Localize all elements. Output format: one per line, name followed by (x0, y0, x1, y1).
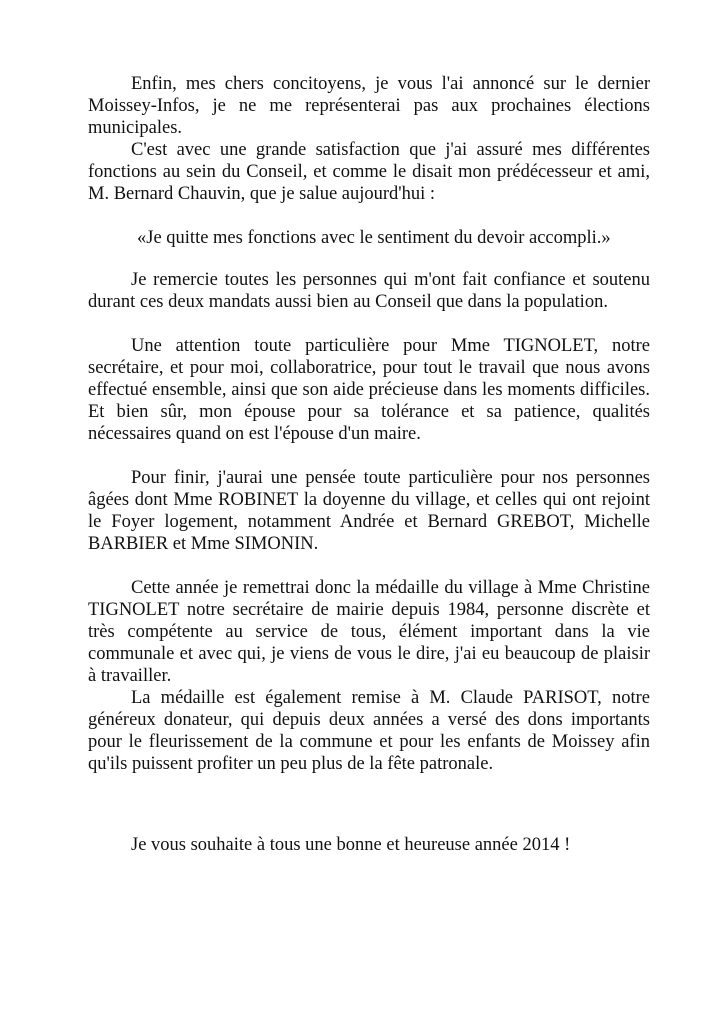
closing-wishes: Je vous souhaite à tous une bonne et heureuse année 2014 ! (131, 835, 571, 855)
paragraph-elders: Pour finir, j'aurai une pensée toute particulière pour nos personnes âgées dont Mme ROBINET la doyenne du village, et celles qui ont rejoint le Foyer logement, notamment Andrée et Bernard GREBOT, Michelle BARBIER et Mme SIMONIN. (88, 468, 650, 554)
paragraph-announcement: Enfin, mes chers concitoyens, je vous l'ai annoncé sur le dernier Moissey-Infos, je ne me représenterai pas aux prochaines élections municipales. (88, 74, 650, 138)
paragraph-thanks: Je remercie toutes les personnes qui m'ont fait confiance et soutenu durant ces deux mandats aussi bien au Conseil que dans la population. (88, 270, 650, 312)
quote: «Je quitte mes fonctions avec le sentiment du devoir accompli.» (137, 228, 611, 248)
paragraph-medal-tignolet: Cette année je remettrai donc la médaille du village à Mme Christine TIGNOLET notre secrétaire de mairie depuis 1984, personne discrète et très compétente au service de tous, élément important dans la vie communale et avec qui, je viens de vous le dire, j'ai eu beaucoup de plaisir à travailler. (88, 578, 650, 686)
paragraph-satisfaction: C'est avec une grande satisfaction que j'ai assuré mes différentes fonctions au sein du Conseil, et comme le disait mon prédécesseur et ami, M. Bernard Chauvin, que je salue aujourd'hui : (88, 140, 650, 204)
paragraph-medal-parisot: La médaille est également remise à M. Claude PARISOT, notre généreux donateur, qui depuis deux années a versé des dons importants pour le fleurissement de la commune et pour les enfants de Moissey afin qu'ils puissent profiter un peu plus de la fête patronale. (88, 688, 650, 774)
paragraph-attention: Une attention toute particulière pour Mme TIGNOLET, notre secrétaire, et pour moi, collaboratrice, pour tout le travail que nous avons effectué ensemble, ainsi que son aide précieuse dans les moments difficiles. Et bien sûr, mon épouse pour sa tolérance et sa patience, qualités nécessaires quand on est l'épouse d'un maire. (88, 336, 650, 444)
